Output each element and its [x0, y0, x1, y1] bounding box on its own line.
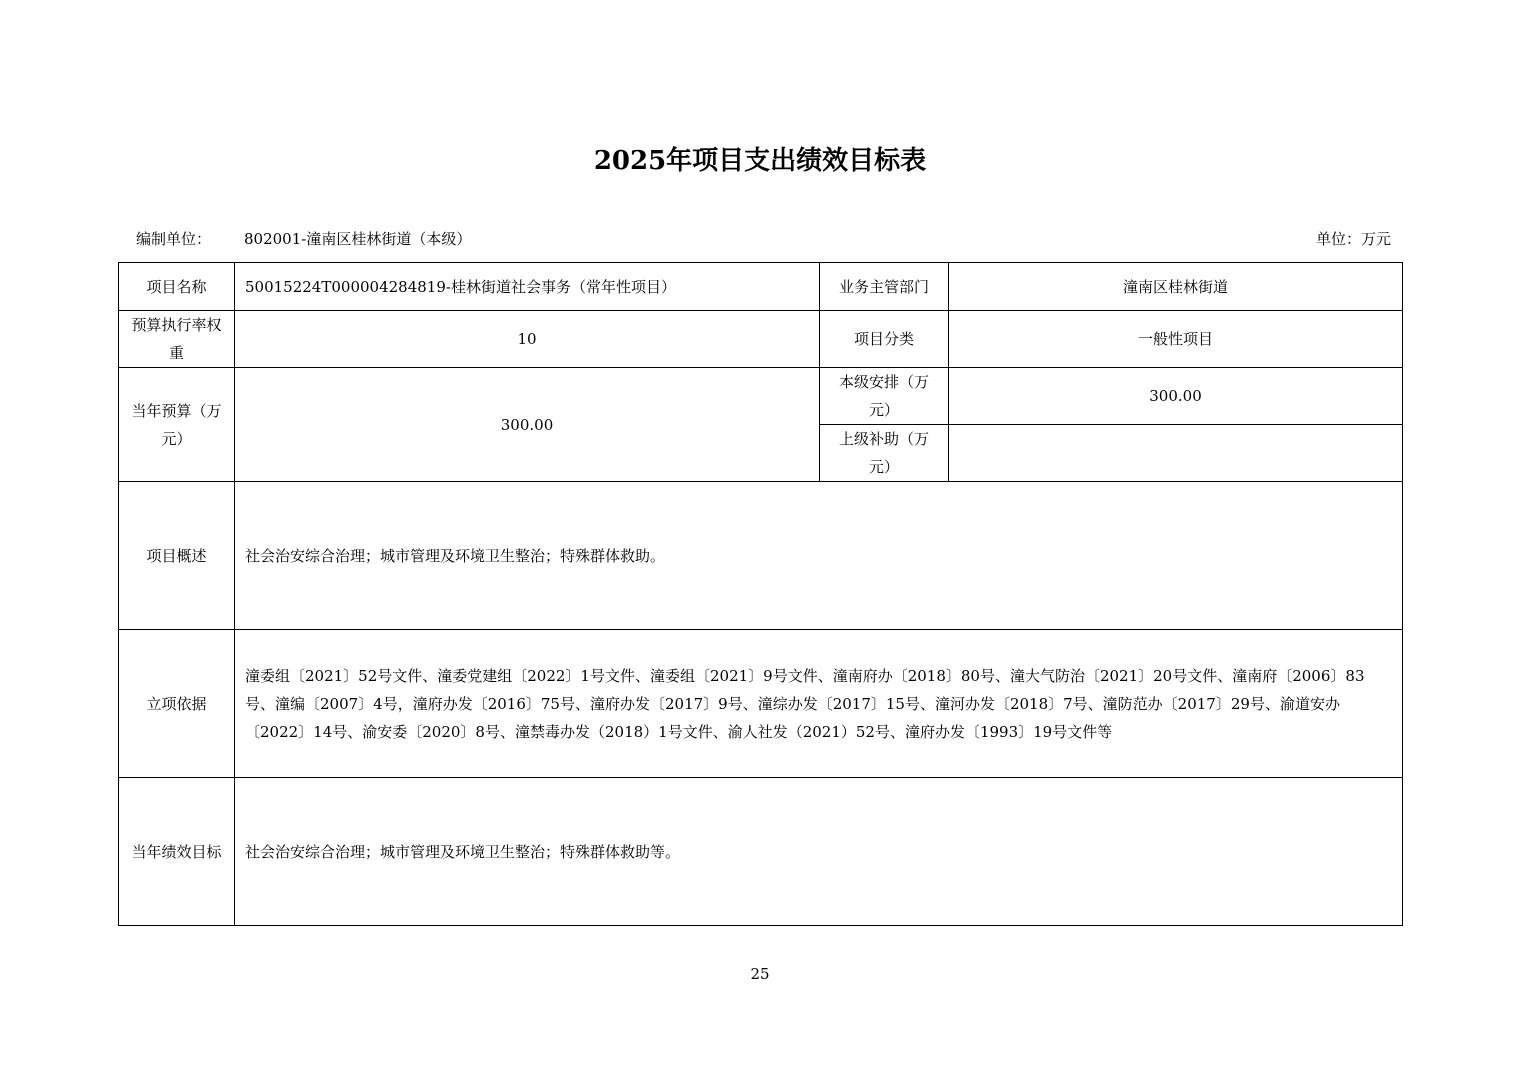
- category-label: 项目分类: [820, 311, 949, 368]
- table-row: [119, 311, 1403, 368]
- table-row: [119, 482, 1403, 630]
- local-value: 300.00: [949, 368, 1403, 425]
- goal-label: 当年绩效目标: [119, 778, 235, 926]
- compiling-unit: [136, 228, 471, 249]
- table-row: [119, 368, 1403, 425]
- dept-label: 业务主管部门: [820, 263, 949, 311]
- category-value: 一般性项目: [949, 311, 1403, 368]
- page-title: 2025年项目支出绩效目标表: [593, 146, 927, 176]
- exec-rate-label: 预算执行率权重: [119, 311, 235, 368]
- table-row: [119, 630, 1403, 778]
- overview-value: 社会治安综合治理；城市管理及环境卫生整治；特殊群体救助。: [235, 482, 1403, 630]
- project-name-label: 项目名称: [119, 263, 235, 311]
- dept-value: 潼南区桂林街道: [949, 263, 1403, 311]
- table-row: [119, 778, 1403, 926]
- budget-label: 当年预算（万元）: [119, 368, 235, 482]
- goal-value: 社会治安综合治理；城市管理及环境卫生整治；特殊群体救助等。: [235, 778, 1403, 926]
- overview-label: 项目概述: [119, 482, 235, 630]
- project-name-value: 50015224T000004284819-桂林街道社会事务（常年性项目）: [235, 263, 820, 311]
- page-number: 25: [750, 965, 770, 983]
- local-label: 本级安排（万元）: [820, 368, 949, 425]
- basis-label: 立项依据: [119, 630, 235, 778]
- compiling-unit-label: 编制单位：: [136, 230, 212, 248]
- budget-value: 300.00: [235, 368, 820, 482]
- exec-rate-value: 10: [235, 311, 820, 368]
- currency-unit: 单位：万元: [1315, 230, 1391, 248]
- subsidy-label: 上级补助（万元）: [820, 425, 949, 482]
- table-row: [119, 263, 1403, 311]
- performance-table: [118, 262, 1403, 926]
- subsidy-value: [949, 425, 1403, 482]
- compiling-unit-value: 802001-潼南区桂林街道（本级）: [244, 230, 472, 248]
- basis-value: 潼委组〔2021〕52号文件、潼委党建组〔2022〕1号文件、潼委组〔2021〕9号文件、潼南府办〔2018〕80号、潼大气防治〔2021〕20号文件、潼南府〔2006〕83号、潼编〔2007〕4号，潼府办发〔2016〕75号、潼府办发〔2017〕9号、潼综办发〔2017〕15号、潼河办发〔2018〕7号、潼防范办〔2017〕29号、渝道安办〔2022〕14号、渝安委〔2020〕8号、潼禁毒办发（2018）1号文件、渝人社发（2021）52号、潼府办发〔1993〕19号文件等: [235, 630, 1403, 778]
